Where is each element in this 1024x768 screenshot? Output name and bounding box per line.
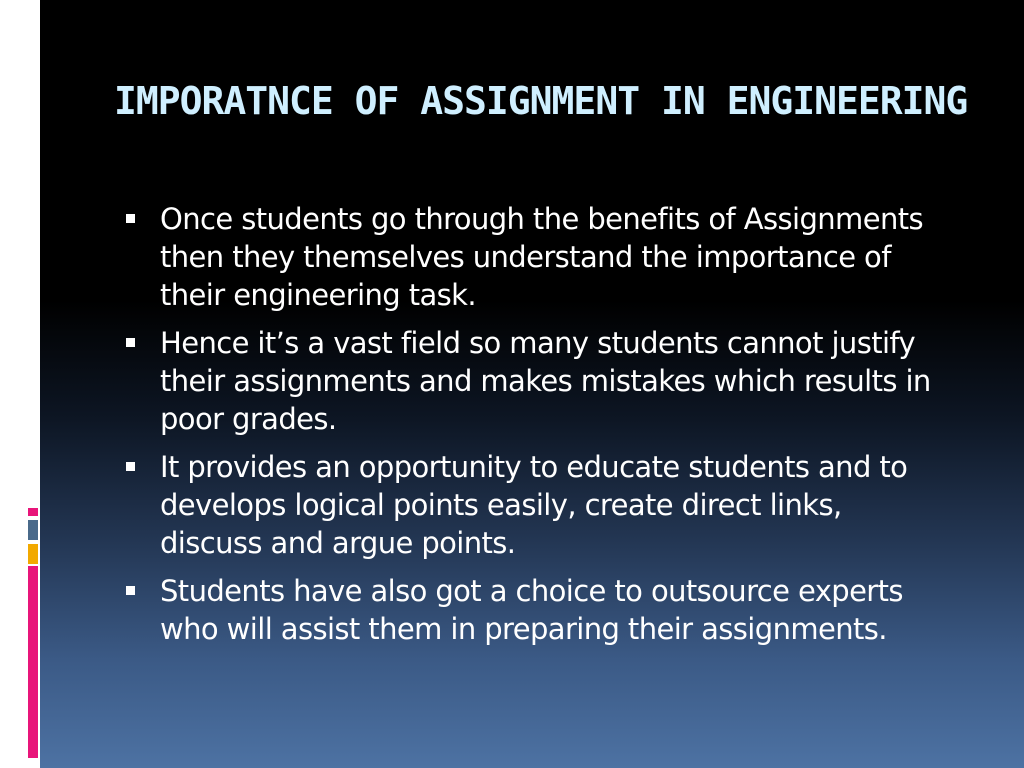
bullet-item [126, 448, 946, 562]
square-bullet-icon [126, 586, 135, 595]
square-bullet-icon [126, 462, 135, 471]
bullet-text: Hence it’s a vast field so many students cannot justify their assignments and makes mistakes which results in poor grades. [160, 326, 931, 436]
accent-bar-gold [28, 544, 38, 564]
bullet-text: Students have also got a choice to outsource experts who will assist them in preparing their assignments. [160, 574, 903, 646]
accent-bars [28, 508, 38, 758]
accent-bar-slate [28, 520, 38, 540]
bullet-item [126, 324, 946, 438]
square-bullet-icon [126, 214, 135, 223]
bullet-list [126, 200, 946, 658]
bullet-text: It provides an opportunity to educate students and to develops logical points easily, create direct links, discuss and argue points. [160, 450, 908, 560]
slide [40, 0, 1024, 768]
bullet-item [126, 572, 946, 648]
square-bullet-icon [126, 338, 135, 347]
bullet-item [126, 200, 946, 314]
slide-title: IMPORATNCE OF ASSIGNMENT IN ENGINEERING [114, 79, 968, 123]
bullet-text: Once students go through the benefits of Assignments then they themselves understand the importance of their engineering task. [160, 202, 924, 312]
accent-bar-pink-top [28, 508, 38, 516]
accent-bar-pink [28, 566, 38, 758]
